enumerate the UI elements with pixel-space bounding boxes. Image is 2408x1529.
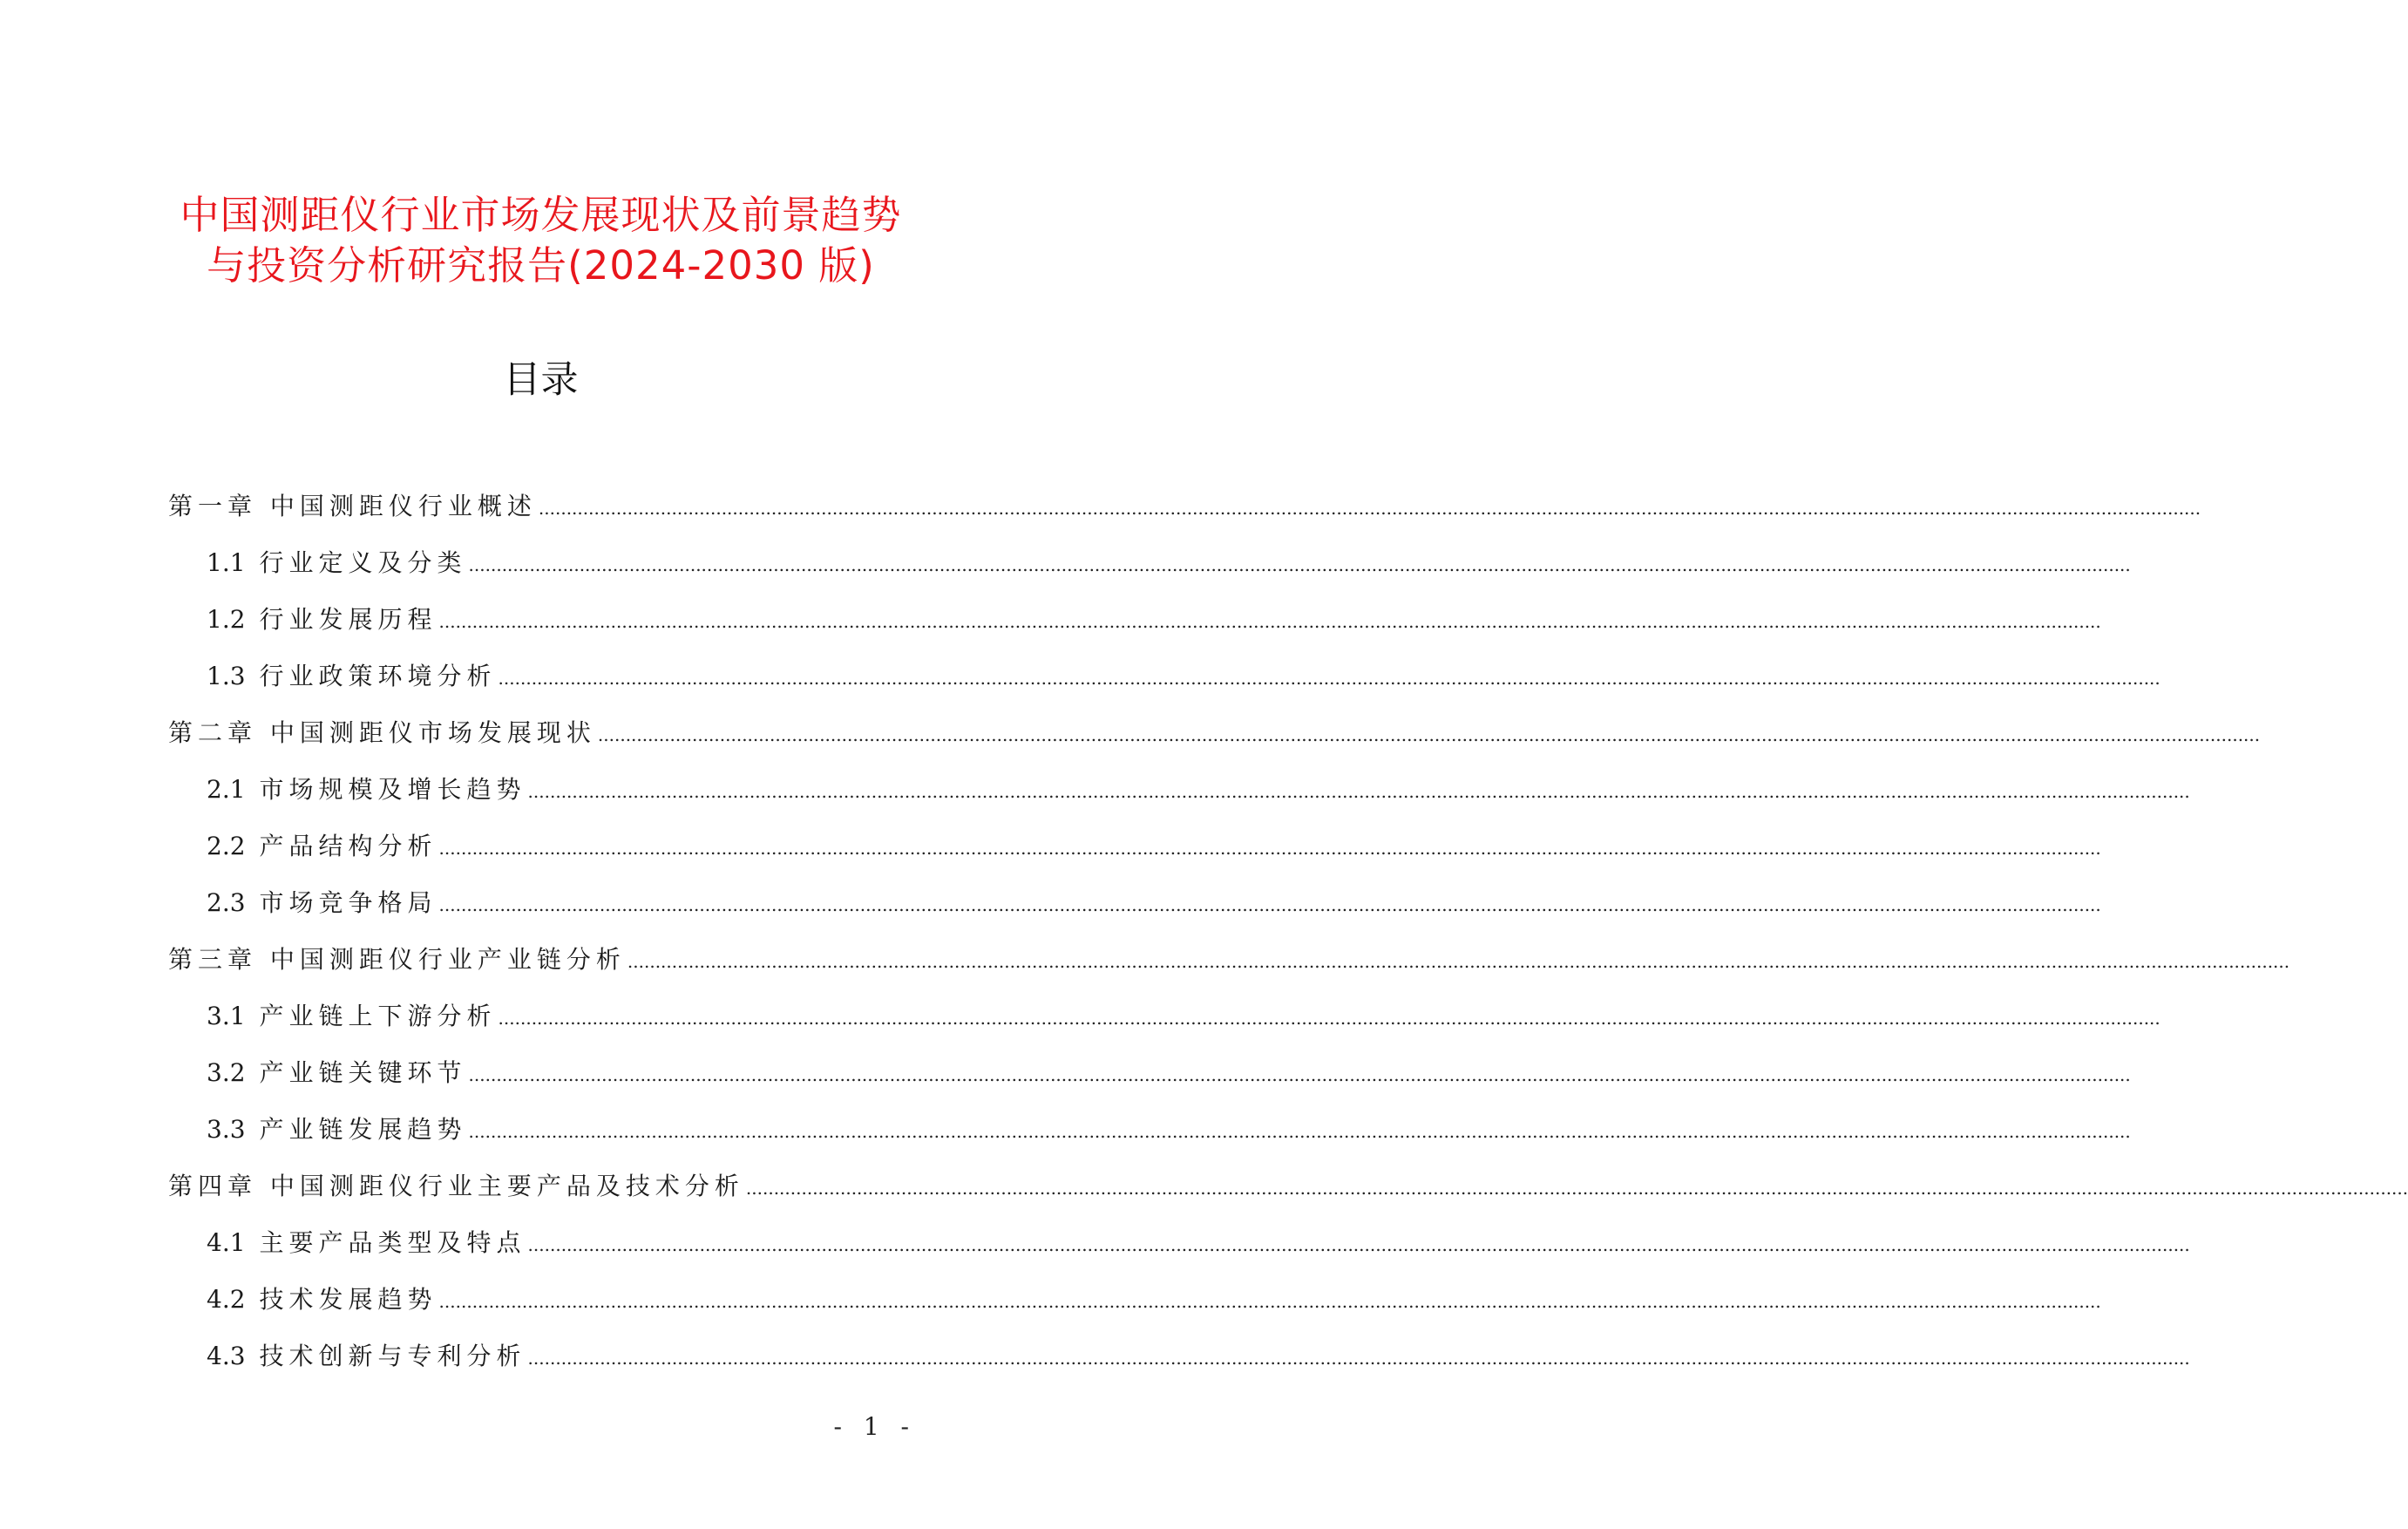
toc-chapter-entry[interactable]	[168, 467, 2201, 524]
toc-section-entry[interactable]	[168, 581, 2101, 637]
toc-entry-label: 技术发展趋势	[259, 1285, 438, 1314]
toc-dot-leader: ............................................................................................................................................................................................................................................................................................................	[438, 838, 2101, 859]
toc-entry-number: 1.2	[207, 605, 246, 634]
toc-entry-label: 产业链上下游分析	[259, 1002, 497, 1030]
toc-entry-label: 第四章 中国测距仪行业主要产品及技术分析	[168, 1172, 744, 1200]
toc-dot-leader: ............................................................................................................................................................................................................................................................................................................	[597, 724, 2261, 745]
report-title	[0, 190, 1082, 291]
report-title-line-2: 与投资分析研究报告(2024-2030 版)	[207, 242, 875, 289]
toc-entry-number: 1.1	[207, 548, 246, 577]
toc-section-entry[interactable]	[168, 1091, 2131, 1147]
toc-entry-label: 行业发展历程	[259, 605, 438, 634]
toc-heading: 目录	[503, 358, 579, 402]
toc-section-entry[interactable]	[168, 1204, 2190, 1261]
toc-dot-leader: ............................................................................................................................................................................................................................................................................................................	[527, 1348, 2190, 1369]
toc-entry-number: 2.1	[207, 775, 246, 804]
toc-entry-number: 2.2	[207, 832, 246, 860]
toc-entry-number: 4.2	[207, 1285, 246, 1314]
toc-dot-leader: ............................................................................................................................................................................................................................................................................................................	[527, 781, 2190, 802]
toc-chapter-entry[interactable]	[168, 1147, 2408, 1204]
toc-dot-leader: ............................................................................................................................................................................................................................................................................................................	[438, 1291, 2101, 1312]
toc-section-entry[interactable]	[168, 1261, 2101, 1317]
toc-section-entry[interactable]	[168, 1034, 2131, 1091]
toc-chapter-entry[interactable]	[168, 921, 2290, 977]
toc-entry-number: 4.1	[207, 1228, 246, 1257]
toc-dot-leader: ............................................................................................................................................................................................................................................................................................................	[527, 1234, 2190, 1255]
toc-entry-label: 第三章 中国测距仪行业产业链分析	[168, 945, 626, 974]
toc-section-entry[interactable]	[168, 977, 2160, 1034]
toc-chapter-entry[interactable]	[168, 694, 2261, 751]
toc-entry-number: 3.1	[207, 1002, 246, 1030]
toc-dot-leader: ............................................................................................................................................................................................................................................................................................................	[498, 668, 2160, 689]
toc-entry-number: 1.3	[207, 662, 246, 690]
toc-dot-leader: ............................................................................................................................................................................................................................................................................................................	[498, 1008, 2160, 1029]
toc-section-entry[interactable]	[168, 751, 2190, 807]
report-title-line-1: 中国测距仪行业市场发展现状及前景趋势	[180, 192, 902, 238]
toc-entry-label: 产品结构分析	[259, 832, 438, 860]
toc-entry-label: 市场竞争格局	[259, 888, 438, 917]
toc-dot-leader: ............................................................................................................................................................................................................................................................................................................	[745, 1178, 2408, 1199]
toc-entry-label: 产业链发展趋势	[259, 1115, 467, 1144]
toc-dot-leader: ............................................................................................................................................................................................................................................................................................................	[468, 1064, 2131, 1085]
toc-section-entry[interactable]	[168, 1317, 2190, 1374]
toc-entry-label: 第一章 中国测距仪行业概述	[168, 492, 537, 520]
toc-entry-label: 产业链关键环节	[259, 1058, 467, 1087]
toc-dot-leader: ............................................................................................................................................................................................................................................................................................................	[438, 894, 2101, 915]
toc-entry-label: 行业政策环境分析	[259, 662, 497, 690]
toc-section-entry[interactable]	[168, 864, 2101, 921]
table-of-contents	[168, 467, 2408, 1374]
toc-dot-leader: ............................................................................................................................................................................................................................................................................................................	[438, 611, 2101, 632]
toc-entry-label: 主要产品类型及特点	[259, 1228, 526, 1257]
toc-dot-leader: ............................................................................................................................................................................................................................................................................................................	[627, 951, 2290, 972]
toc-dot-leader: ............................................................................................................................................................................................................................................................................................................	[468, 1121, 2131, 1142]
toc-entry-number: 3.3	[207, 1115, 246, 1144]
toc-entry-number: 4.3	[207, 1342, 246, 1370]
page-number: - 1 -	[833, 1412, 916, 1441]
toc-entry-label: 行业定义及分类	[259, 548, 467, 577]
toc-section-entry[interactable]	[168, 807, 2101, 864]
toc-dot-leader: ............................................................................................................................................................................................................................................................................................................	[468, 554, 2131, 575]
toc-entry-number: 3.2	[207, 1058, 246, 1087]
toc-entry-label: 市场规模及增长趋势	[259, 775, 526, 804]
toc-section-entry[interactable]	[168, 637, 2160, 694]
toc-section-entry[interactable]	[168, 524, 2131, 581]
toc-entry-label: 第二章 中国测距仪市场发展现状	[168, 718, 596, 747]
toc-entry-number: 2.3	[207, 888, 246, 917]
toc-entry-label: 技术创新与专利分析	[259, 1342, 526, 1370]
toc-dot-leader: ............................................................................................................................................................................................................................................................................................................	[538, 498, 2201, 519]
